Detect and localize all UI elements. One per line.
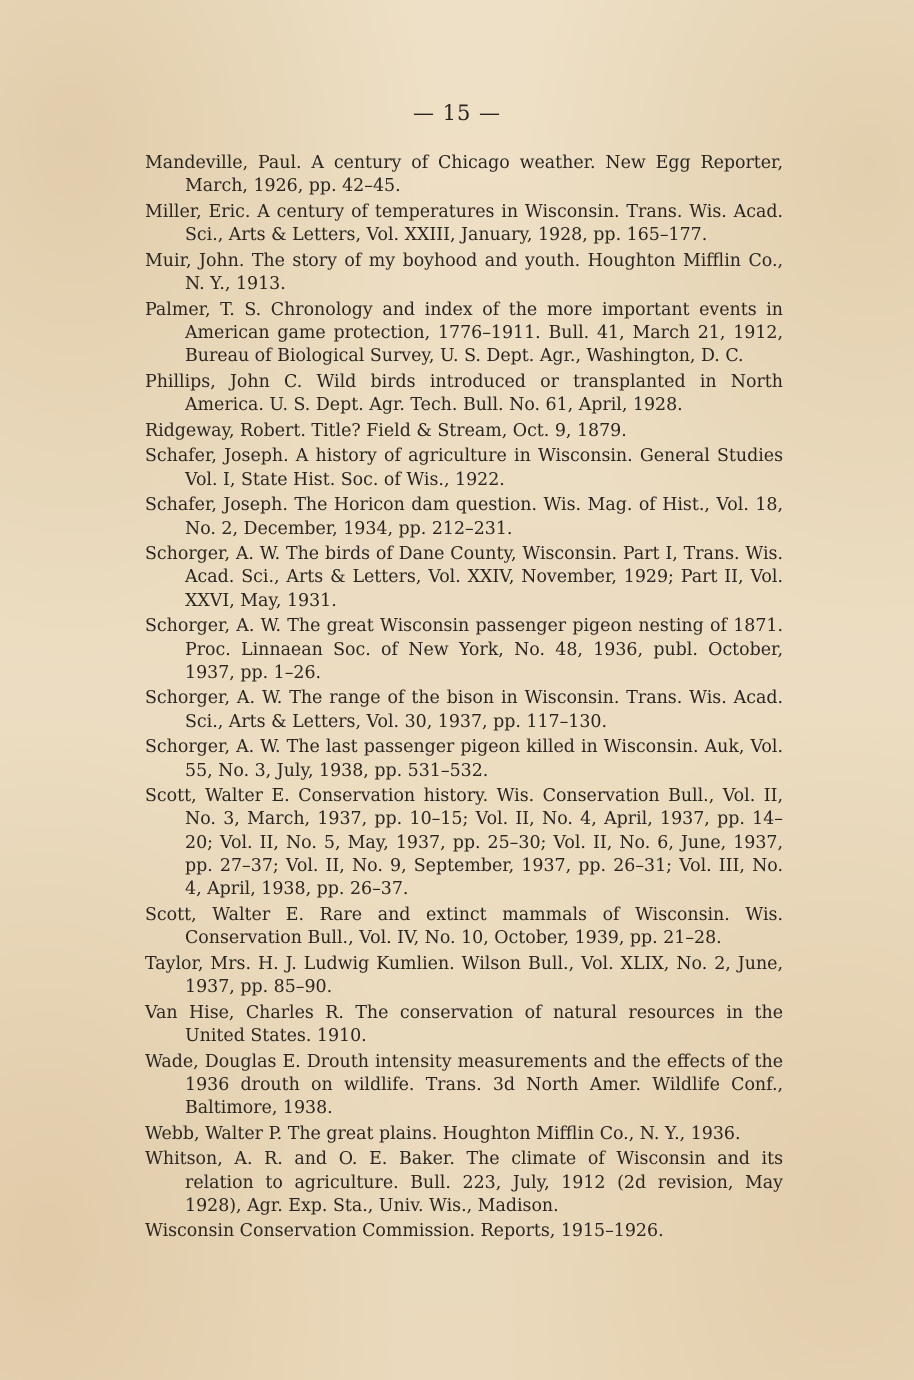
reference-entry: Taylor, Mrs. H. J. Ludwig Kumlien. Wilson Bull., Vol. XLIX, No. 2, June, 1937, pp. 85–90. xyxy=(145,953,783,997)
reference-entry: Scott, Walter E. Rare and extinct mammals of Wisconsin. Wis. Conservation Bull., Vol. IV, No. 10, October, 1939, pp. 21–28. xyxy=(145,904,783,948)
reference-entry: Palmer, T. S. Chronology and index of the more important events in American game protection, 1776–1911. Bull. 41, March 21, 1912, Bureau of Biological Survey, U. S. Dept. Agr., Washington, D. C. xyxy=(145,299,783,367)
reference-entry: Wade, Douglas E. Drouth intensity measurements and the effects of the 1936 drouth on wildlife. Trans. 3d North Amer. Wildlife Conf., Baltimore, 1938. xyxy=(145,1051,783,1118)
reference-entry: Ridgeway, Robert. Title? Field & Stream, Oct. 9, 1879. xyxy=(145,420,627,441)
reference-entry: Wisconsin Conservation Commission. Reports, 1915–1926. xyxy=(145,1221,664,1242)
reference-entry: Phillips, John C. Wild birds introduced or transplanted in North America. U. S. Dept. Agr. Tech. Bull. No. 61, April, 1928. xyxy=(145,371,783,416)
reference-entry: Schafer, Joseph. A history of agriculture in Wisconsin. General Studies Vol. I, State Hist. Soc. of Wis., 1922. xyxy=(145,446,783,490)
reference-entry: Miller, Eric. A century of temperatures in Wisconsin. Trans. Wis. Acad. Sci., Arts & Letters, Vol. XXIII, January, 1928, pp. 165–177. xyxy=(145,201,783,246)
reference-entry: Mandeville, Paul. A century of Chicago weather. New Egg Reporter, March, 1926, pp. 42–45. xyxy=(145,153,783,197)
reference-entry: Schorger, A. W. The range of the bison in Wisconsin. Trans. Wis. Acad. Sci., Arts & Letters, Vol. 30, 1937, pp. 117–130. xyxy=(145,688,783,732)
reference-entry: Whitson, A. R. and O. E. Baker. The climate of Wisconsin and its relation to agriculture. Bull. 223, July, 1912 (2d revision, May 1928), Agr. Exp. Sta., Univ. Wis., Madison. xyxy=(145,1149,783,1216)
reference-entry: Webb, Walter P. The great plains. Houghton Mifflin Co., N. Y., 1936. xyxy=(145,1123,741,1144)
reference-list xyxy=(145,152,783,1246)
reference-entry: Van Hise, Charles R. The conservation of natural resources in the United States. 1910. xyxy=(145,1002,783,1046)
reference-entry: Muir, John. The story of my boyhood and youth. Houghton Mifflin Co., N. Y., 1913. xyxy=(145,250,783,295)
reference-entry: Scott, Walter E. Conservation history. Wis. Conservation Bull., Vol. II, No. 3, March, 1937, pp. 10–15; Vol. II, No. 4, April, 1937, pp. 14–20; Vol. II, No. 5, May, 1937, pp. 25–30; Vol. II, No. 6, June, 1937, pp. 27–37; Vol. II, No. 9, September, 1937, pp. 26–31; Vol. III, No. 4, April, 1938, pp. 26–37. xyxy=(145,786,783,900)
reference-entry: Schafer, Joseph. The Horicon dam question. Wis. Mag. of Hist., Vol. 18, No. 2, December, 1934, pp. 212–231. xyxy=(145,495,783,539)
reference-entry: Schorger, A. W. The birds of Dane County, Wisconsin. Part I, Trans. Wis. Acad. Sci., Arts & Letters, Vol. XXIV, November, 1929; Part II, Vol. XXVI, May, 1931. xyxy=(145,544,783,611)
page-number: — 15 — xyxy=(412,101,502,125)
reference-entry: Schorger, A. W. The great Wisconsin passenger pigeon nesting of 1871. Proc. Linnaean Soc. of New York, No. 48, 1936, publ. October, 1937, pp. 1–26. xyxy=(145,616,783,683)
reference-entry: Schorger, A. W. The last passenger pigeon killed in Wisconsin. Auk, Vol. 55, No. 3, July, 1938, pp. 531–532. xyxy=(145,737,783,781)
